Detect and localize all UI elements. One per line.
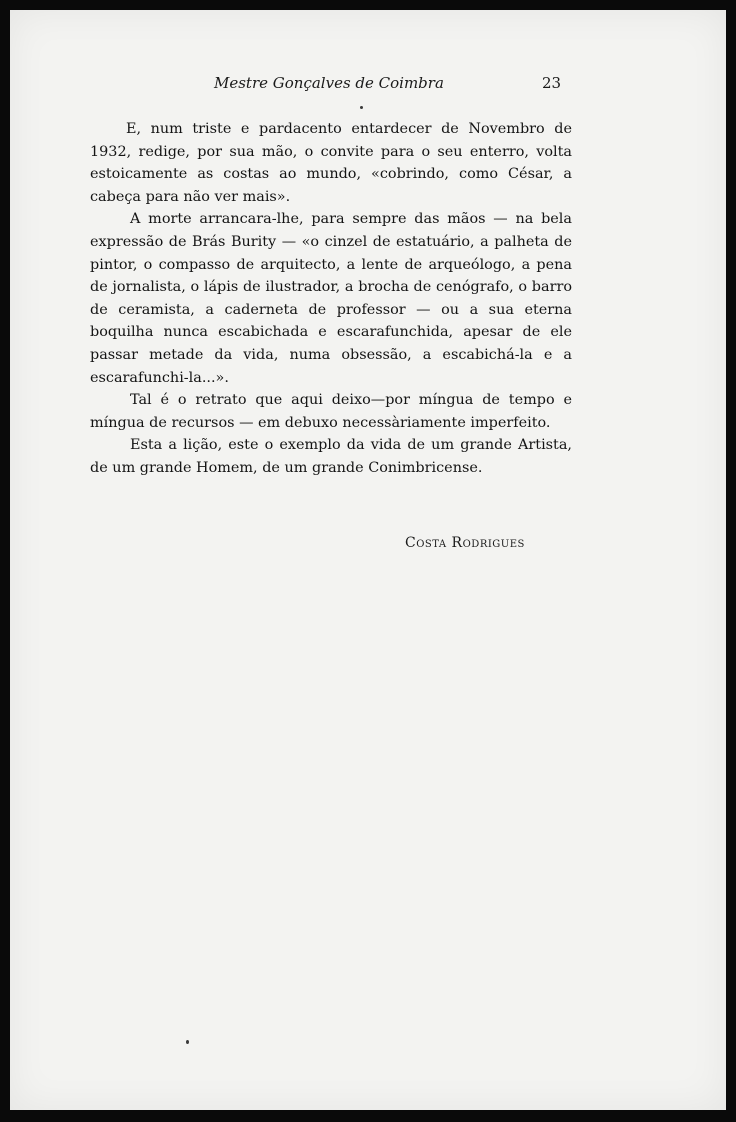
paragraph-2: A morte arrancara-lhe, para sempre das mãos — na bela expressão de Brás Burity — «o cinzel de estatuário, a palheta de pintor, o compasso de arquitecto, a lente de arqueólogo, a pena de jornalista, o lápis de ilustrador, a brocha de cenógrafo, o barro de ceramista, a caderneta de professor — ou a sua eterna boquilha nunca escabichada e escarafunchida, apesar de ele passar metade da vida, numa obsessão, a escabichá-la e a escarafunchi-la...».: [90, 211, 572, 386]
page-number: 23: [542, 74, 562, 92]
book-page: [10, 10, 726, 1110]
author-signature: Costa Rodrigues: [405, 535, 525, 551]
paper-speck: [186, 1040, 189, 1044]
paragraph-4: Esta a lição, este o exemplo da vida de um grande Artista, de um grande Homem, de um grande Conimbricense.: [90, 437, 572, 476]
paragraph-3: Tal é o retrato que aqui deixo—por míngua de tempo e míngua de recursos — em debuxo necessàriamente imperfeito.: [90, 392, 572, 431]
paragraph-1: E, num triste e pardacento entardecer de Novembro de 1932, redige, por sua mão, o convite para o seu enterro, volta estoicamente as costas ao mundo, «cobrindo, como César, a cabeça para não ver mais».: [90, 121, 572, 205]
page-header: [10, 74, 726, 98]
running-title: Mestre Gonçalves de Coimbra: [214, 74, 444, 92]
body-text: [90, 118, 572, 480]
paper-speck: [360, 106, 363, 109]
